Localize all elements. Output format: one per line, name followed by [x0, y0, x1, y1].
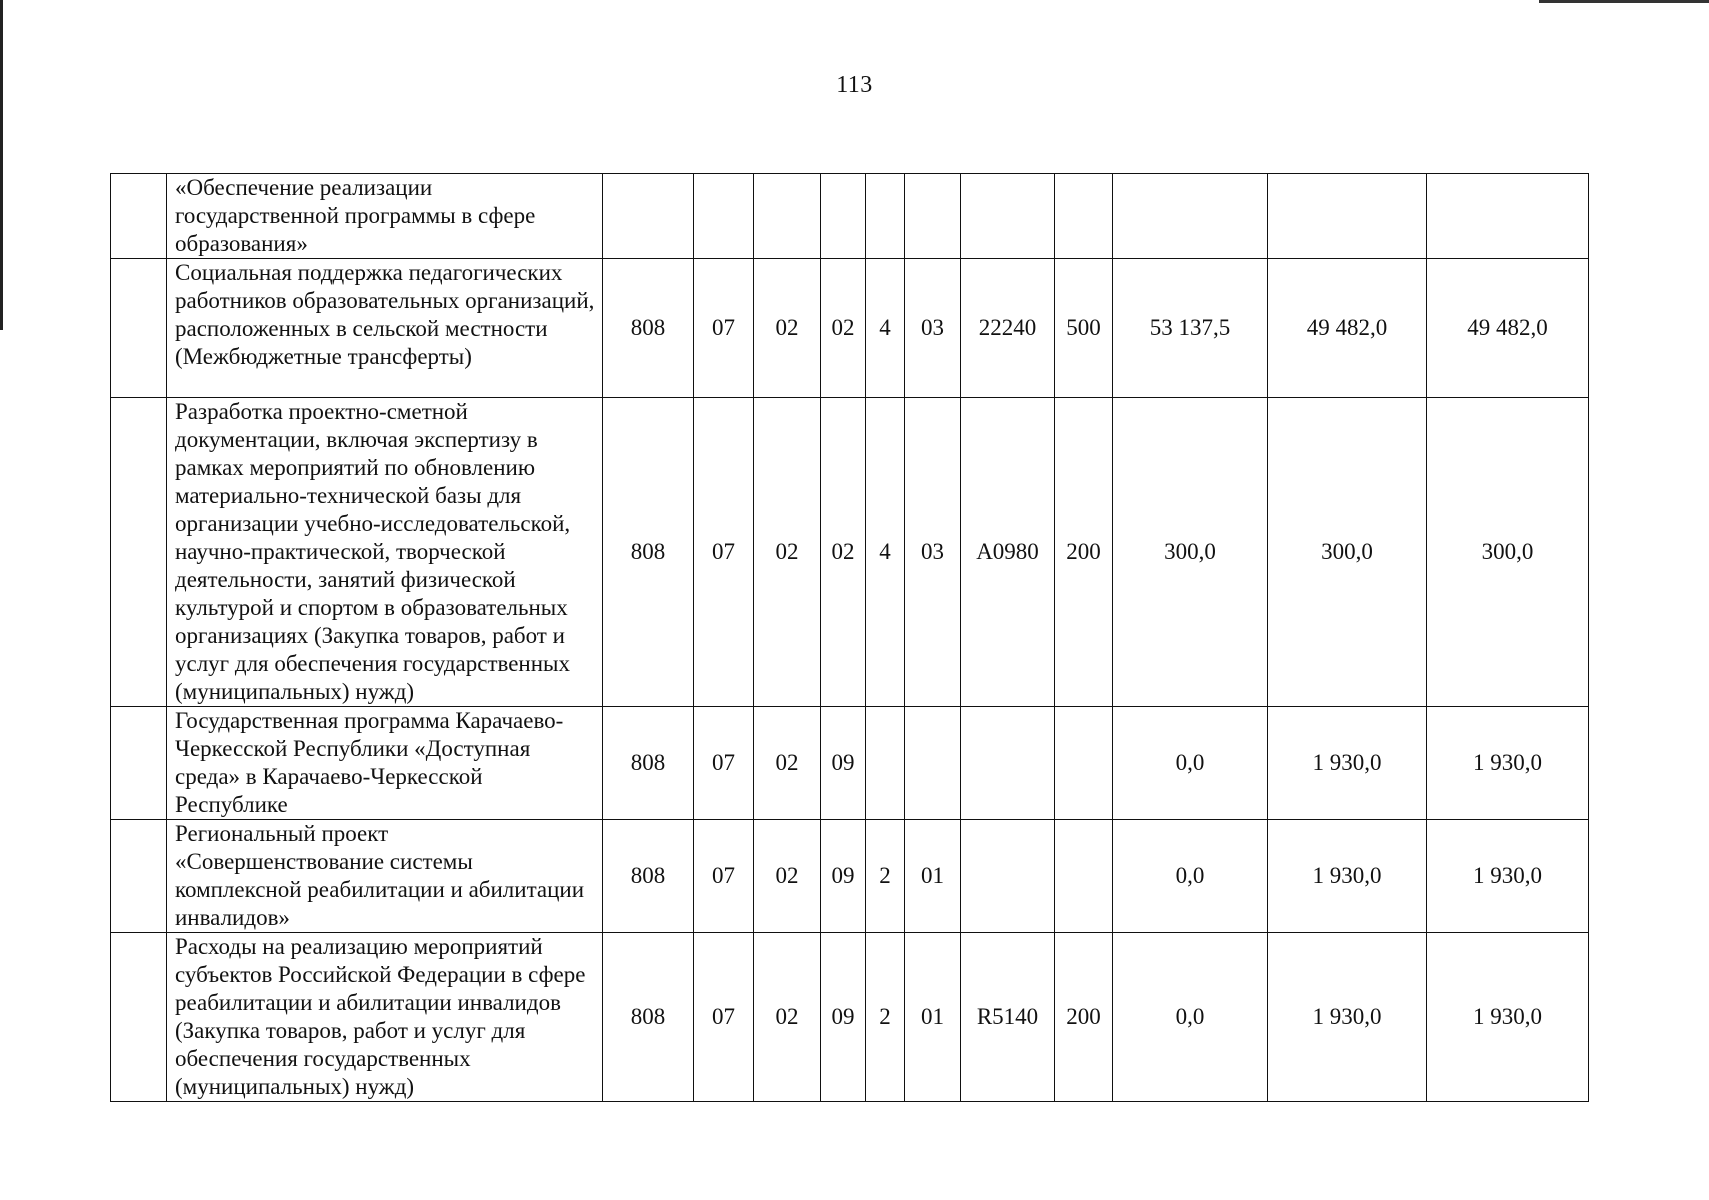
subprogram-code-cell: 01: [905, 820, 961, 933]
subprogram-code-cell: 03: [905, 259, 961, 398]
expense-type-cell: [1055, 707, 1113, 820]
program-code-cell: [821, 174, 866, 259]
table-row: [111, 174, 1589, 259]
subsection-code-cell: [754, 174, 821, 259]
amount-year-1-cell: 53 137,5: [1113, 259, 1268, 398]
direction-code-cell: [961, 820, 1055, 933]
row-name-cell: Региональный проект «Совершенствование системы комплексной реабилитации и абилитации инвалидов»: [167, 820, 603, 933]
expense-type-cell: 200: [1055, 933, 1113, 1102]
amount-year-2-cell: 1 930,0: [1268, 820, 1427, 933]
amount-year-3-cell: [1427, 174, 1589, 259]
ministry-code-cell: 808: [603, 707, 694, 820]
program-code-cell: 02: [821, 259, 866, 398]
subsection-code-cell: 02: [754, 707, 821, 820]
budget-table: [110, 173, 1589, 1102]
row-name-cell: Расходы на реализацию мероприятий субъектов Российской Федерации в сфере реабилитации и абилитации инвалидов (Закупка товаров, работ и услуг для обеспечения государственных (муниципальных) нужд): [167, 933, 603, 1102]
amount-year-1-cell: [1113, 174, 1268, 259]
expense-type-cell: 500: [1055, 259, 1113, 398]
direction-code-cell: А0980: [961, 398, 1055, 707]
amount-year-3-cell: 1 930,0: [1427, 707, 1589, 820]
amount-year-3-cell: 1 930,0: [1427, 820, 1589, 933]
amount-year-2-cell: 300,0: [1268, 398, 1427, 707]
section-code-cell: 07: [694, 707, 754, 820]
row-index-cell: [111, 820, 167, 933]
amount-year-3-cell: 1 930,0: [1427, 933, 1589, 1102]
subprogram-type-cell: [866, 707, 905, 820]
amount-year-3-cell: 300,0: [1427, 398, 1589, 707]
subsection-code-cell: 02: [754, 259, 821, 398]
table-row: [111, 820, 1589, 933]
amount-year-2-cell: [1268, 174, 1427, 259]
section-code-cell: 07: [694, 259, 754, 398]
subprogram-type-cell: 2: [866, 933, 905, 1102]
amount-year-1-cell: 0,0: [1113, 933, 1268, 1102]
expense-type-cell: [1055, 174, 1113, 259]
row-index-cell: [111, 174, 167, 259]
direction-code-cell: [961, 174, 1055, 259]
table-row: [111, 398, 1589, 707]
scan-edge-mark-left: [0, 0, 3, 330]
amount-year-2-cell: 1 930,0: [1268, 933, 1427, 1102]
subsection-code-cell: 02: [754, 820, 821, 933]
subprogram-code-cell: 01: [905, 933, 961, 1102]
amount-year-3-cell: 49 482,0: [1427, 259, 1589, 398]
subprogram-type-cell: 4: [866, 398, 905, 707]
program-code-cell: 09: [821, 933, 866, 1102]
program-code-cell: 02: [821, 398, 866, 707]
amount-year-1-cell: 0,0: [1113, 707, 1268, 820]
ministry-code-cell: 808: [603, 820, 694, 933]
subprogram-code-cell: [905, 174, 961, 259]
direction-code-cell: [961, 707, 1055, 820]
direction-code-cell: 22240: [961, 259, 1055, 398]
section-code-cell: 07: [694, 820, 754, 933]
row-index-cell: [111, 259, 167, 398]
subprogram-type-cell: 2: [866, 820, 905, 933]
ministry-code-cell: 808: [603, 398, 694, 707]
row-name-cell: «Обеспечение реализации государственной программы в сфере образования»: [167, 174, 603, 259]
budget-table-body: [111, 174, 1589, 1102]
row-index-cell: [111, 707, 167, 820]
section-code-cell: 07: [694, 398, 754, 707]
subprogram-code-cell: [905, 707, 961, 820]
amount-year-2-cell: 49 482,0: [1268, 259, 1427, 398]
row-index-cell: [111, 398, 167, 707]
ministry-code-cell: 808: [603, 259, 694, 398]
expense-type-cell: 200: [1055, 398, 1113, 707]
subprogram-type-cell: [866, 174, 905, 259]
table-row: [111, 259, 1589, 398]
row-index-cell: [111, 933, 167, 1102]
ministry-code-cell: [603, 174, 694, 259]
scan-edge-mark-top: [1539, 0, 1709, 3]
program-code-cell: 09: [821, 820, 866, 933]
section-code-cell: [694, 174, 754, 259]
subprogram-type-cell: 4: [866, 259, 905, 398]
section-code-cell: 07: [694, 933, 754, 1102]
page-number: 113: [836, 72, 873, 98]
direction-code-cell: R5140: [961, 933, 1055, 1102]
subsection-code-cell: 02: [754, 933, 821, 1102]
subsection-code-cell: 02: [754, 398, 821, 707]
amount-year-1-cell: 300,0: [1113, 398, 1268, 707]
expense-type-cell: [1055, 820, 1113, 933]
row-name-cell: Государственная программа Карачаево-Черкесской Республики «Доступная среда» в Карачаево-Черкесской Республике: [167, 707, 603, 820]
row-name-cell: Социальная поддержка педагогических работников образовательных организаций, расположенных в сельской местности (Межбюджетные трансферты): [167, 259, 603, 398]
program-code-cell: 09: [821, 707, 866, 820]
amount-year-2-cell: 1 930,0: [1268, 707, 1427, 820]
subprogram-code-cell: 03: [905, 398, 961, 707]
ministry-code-cell: 808: [603, 933, 694, 1102]
table-row: [111, 707, 1589, 820]
table-row: [111, 933, 1589, 1102]
row-name-cell: Разработка проектно-сметной документации, включая экспертизу в рамках мероприятий по обновлению материально-технической базы для организации учебно-исследовательской, научно-практической, творческой деятельности, занятий физической культурой и спортом в образовательных организациях (Закупка товаров, работ и услуг для обеспечения государственных (муниципальных) нужд): [167, 398, 603, 707]
amount-year-1-cell: 0,0: [1113, 820, 1268, 933]
